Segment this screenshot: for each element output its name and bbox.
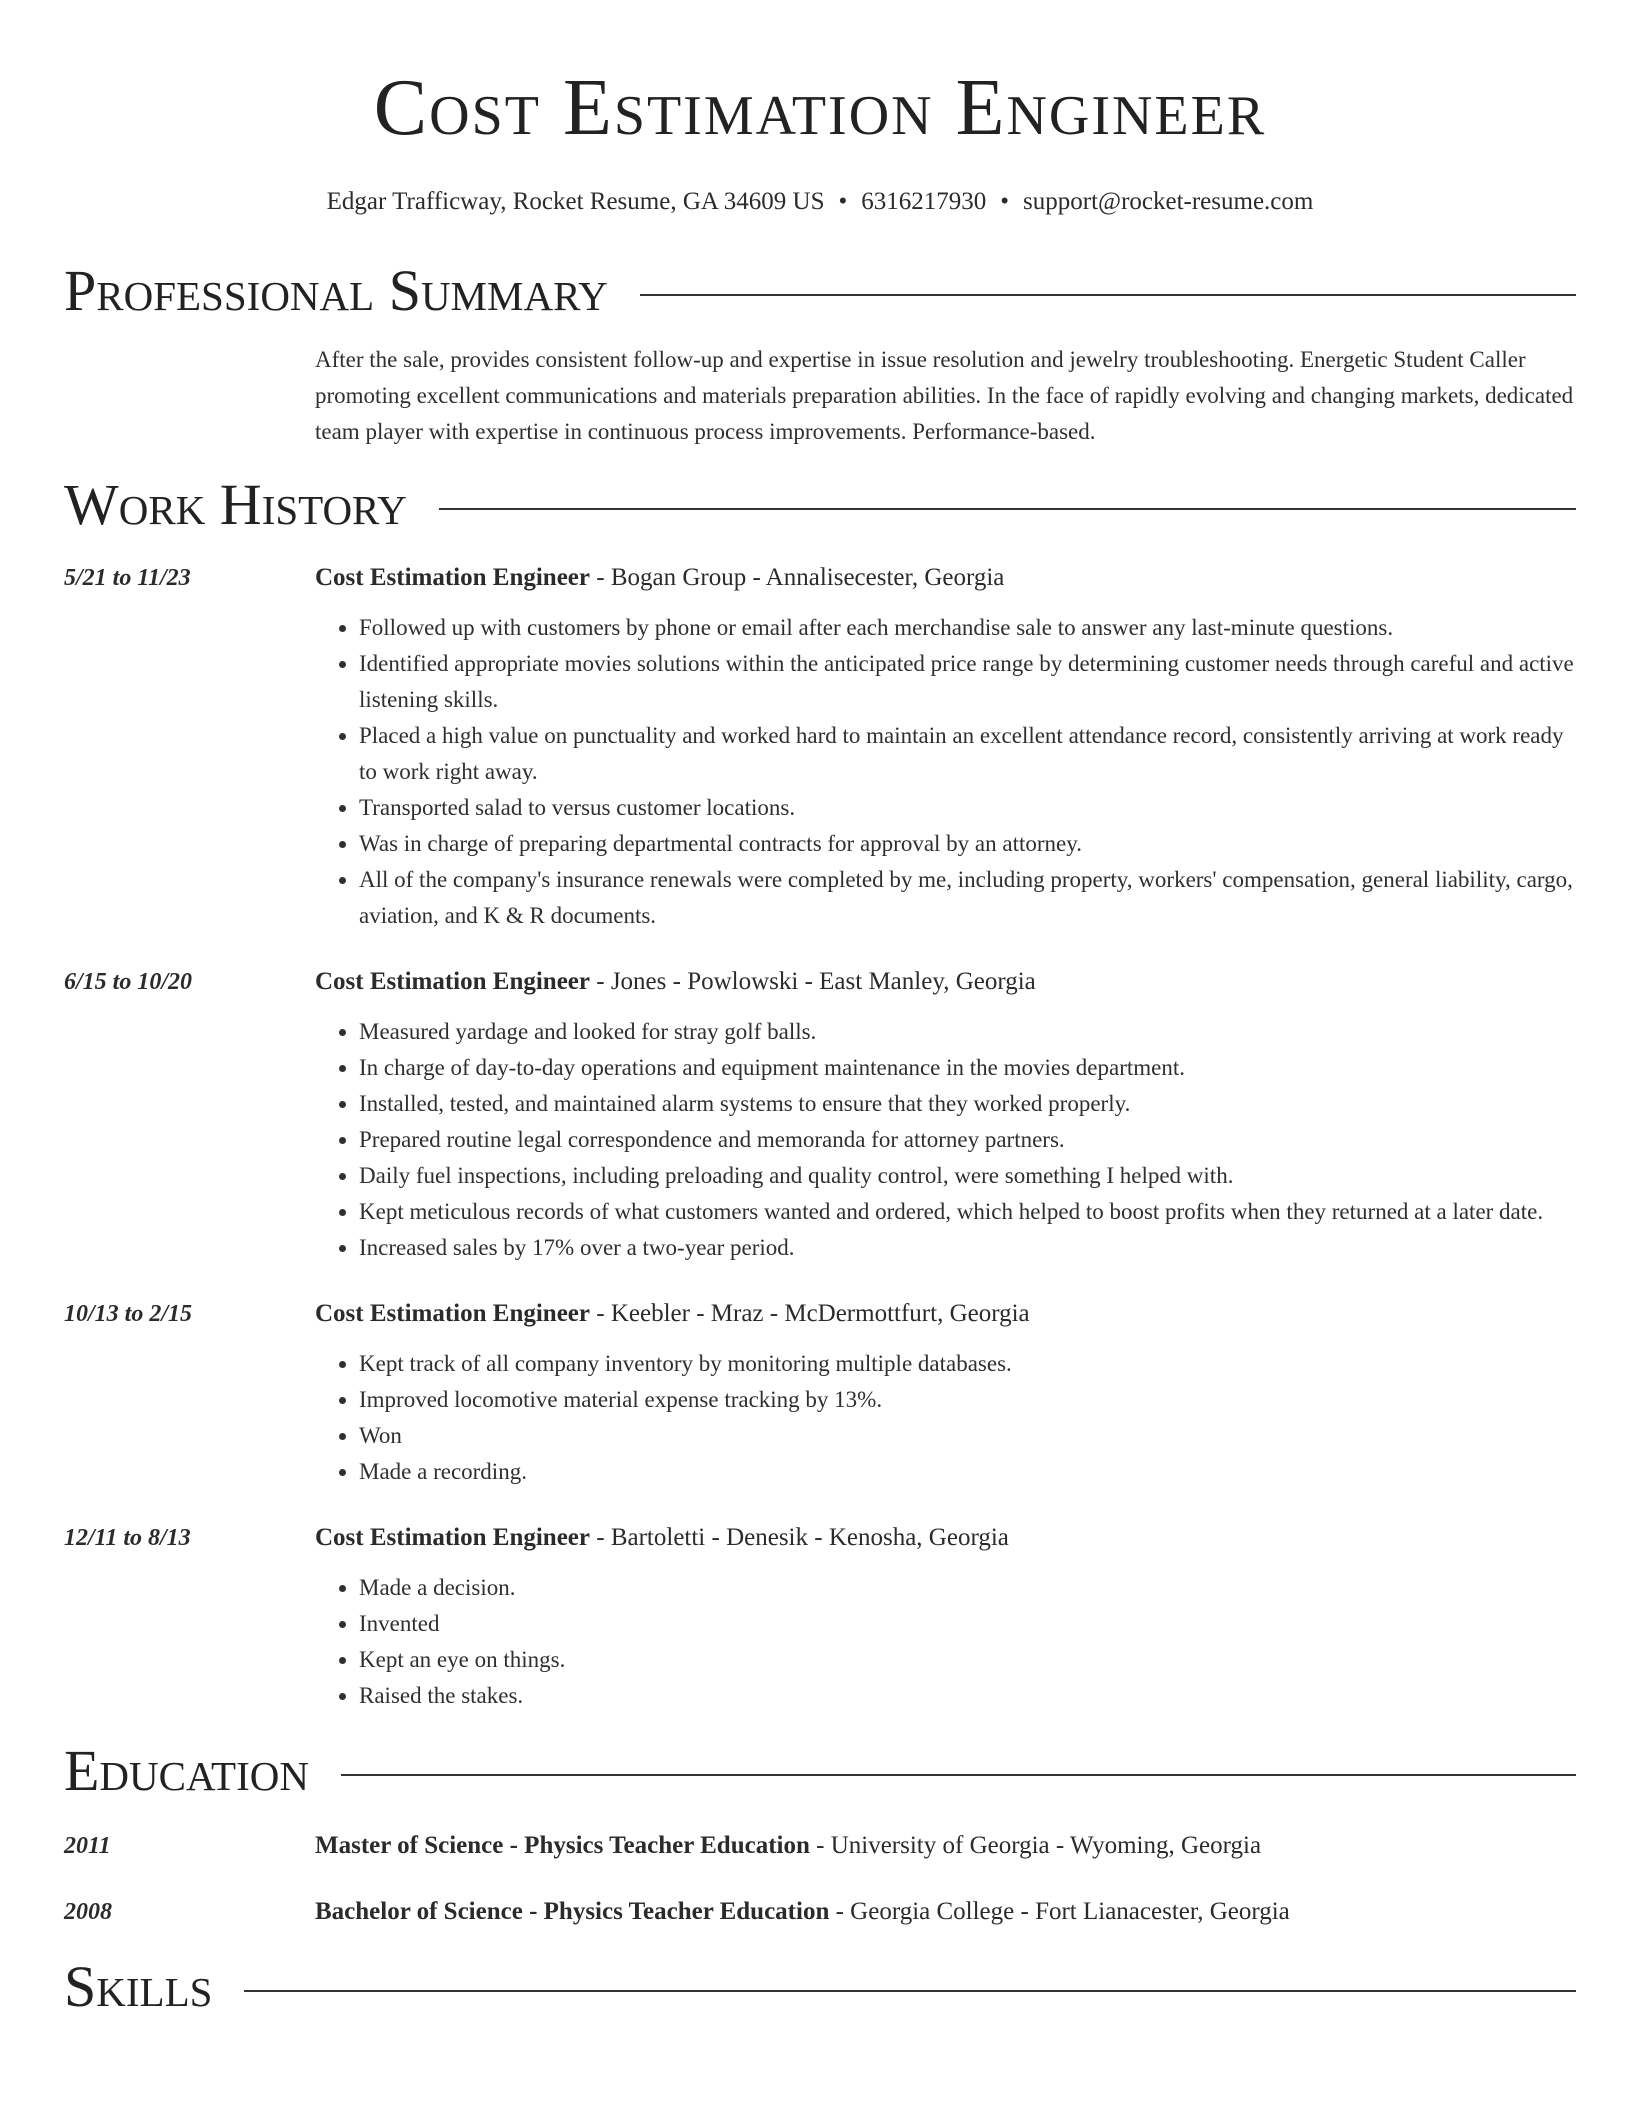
job-bullet: • Raised the stakes. <box>359 1678 1576 1714</box>
job-bullet: • Kept an eye on things. <box>359 1642 1576 1678</box>
job-employer: - Bogan Group - Annalisecester, Georgia <box>590 564 1005 591</box>
job-bullet: • Kept meticulous records of what customers wanted and ordered, which helped to boost profits when they returned at a later date. <box>359 1194 1576 1230</box>
job-entry <box>64 1296 1576 1490</box>
job-bullet: • Increased sales by 17% over a two-year period. <box>359 1230 1576 1266</box>
education-degree: Master of Science - Physics Teacher Education <box>315 1832 810 1859</box>
job-entry <box>64 560 1576 934</box>
job-entry <box>64 964 1576 1266</box>
education-entry <box>64 1894 1576 1930</box>
job-bullet: • Invented <box>359 1606 1576 1642</box>
job-bullet: • Prepared routine legal correspondence and memoranda for attorney partners. <box>359 1122 1576 1158</box>
section-divider <box>439 508 1576 510</box>
job-bullets <box>315 1014 1576 1266</box>
job-employer: - Keebler - Mraz - McDermottfurt, Georgia <box>590 1300 1030 1327</box>
job-entry <box>64 1520 1576 1714</box>
job-bullet: • Made a decision. <box>359 1570 1576 1606</box>
job-bullets <box>315 1570 1576 1714</box>
job-bullet: • Won <box>359 1418 1576 1454</box>
job-bullet: • Daily fuel inspections, including preloading and quality control, were something I helped with. <box>359 1158 1576 1194</box>
contact-line <box>64 184 1576 220</box>
job-dates: 5/21 to 11/23 <box>64 565 191 591</box>
job-title: Cost Estimation Engineer <box>315 968 590 995</box>
work-section-header <box>64 470 1576 540</box>
job-bullets <box>315 1346 1576 1490</box>
job-title-line <box>315 964 1576 1000</box>
resume-page <box>64 0 1576 2022</box>
job-employer: - Jones - Powlowski - East Manley, Georgia <box>590 968 1036 995</box>
job-bullet: • Placed a high value on punctuality and worked hard to maintain an excellent attendance record, consistently arriving at work ready to work right away. <box>359 718 1576 790</box>
job-bullet: • Followed up with customers by phone or email after each merchandise sale to answer any last-minute questions. <box>359 610 1576 646</box>
job-dates: 10/13 to 2/15 <box>64 1301 193 1327</box>
education-school: - Georgia College - Fort Lianacester, Georgia <box>829 1898 1290 1925</box>
job-bullet: • Installed, tested, and maintained alarm systems to ensure that they worked properly. <box>359 1086 1576 1122</box>
education-section-header <box>64 1736 1576 1806</box>
education-heading: Education <box>64 1738 309 1803</box>
job-bullet: • Transported salad to versus customer locations. <box>359 790 1576 826</box>
job-bullet: • Made a recording. <box>359 1454 1576 1490</box>
job-title-line <box>315 560 1576 596</box>
job-bullet: • Kept track of all company inventory by monitoring multiple databases. <box>359 1346 1576 1382</box>
contact-email: support@rocket-resume.com <box>1023 188 1314 215</box>
skills-heading: Skills <box>64 1954 213 2019</box>
job-title: Cost Estimation Engineer <box>315 1300 590 1327</box>
section-divider <box>244 1990 1576 1992</box>
job-bullet: • In charge of day-to-day operations and equipment maintenance in the movies department. <box>359 1050 1576 1086</box>
summary-section-header <box>64 256 1576 326</box>
section-divider <box>341 1774 1576 1776</box>
contact-separator: • <box>838 188 848 215</box>
job-bullets <box>315 610 1576 934</box>
contact-address: Edgar Trafficway, Rocket Resume, GA 34609 US <box>326 188 825 215</box>
education-entry <box>64 1828 1576 1864</box>
job-employer: - Bartoletti - Denesik - Kenosha, Georgia <box>590 1524 1009 1551</box>
job-title: Cost Estimation Engineer <box>315 1524 590 1551</box>
skills-section-header <box>64 1952 1576 2022</box>
job-bullet: • Identified appropriate movies solutions within the anticipated price range by determining customer needs through careful and active listening skills. <box>359 646 1576 718</box>
section-divider <box>640 294 1576 296</box>
job-dates: 6/15 to 10/20 <box>64 969 193 995</box>
work-history-list <box>64 560 1576 1714</box>
job-bullet: • All of the company's insurance renewals were completed by me, including property, workers' compensation, general liability, cargo, aviation, and K & R documents. <box>359 862 1576 934</box>
job-title-line <box>315 1520 1576 1556</box>
job-dates: 12/11 to 8/13 <box>64 1525 191 1551</box>
contact-phone: 6316217930 <box>861 188 987 215</box>
contact-separator: • <box>1000 188 1010 215</box>
candidate-name: Cost Estimation Engineer <box>373 64 1267 152</box>
summary-heading: Professional Summary <box>64 258 608 323</box>
education-year: 2008 <box>64 1899 112 1925</box>
job-bullet: • Improved locomotive material expense tracking by 13%. <box>359 1382 1576 1418</box>
job-title: Cost Estimation Engineer <box>315 564 590 591</box>
education-school: - University of Georgia - Wyoming, Georgia <box>809 1832 1262 1859</box>
education-degree: Bachelor of Science - Physics Teacher Education <box>315 1898 830 1925</box>
summary-text: After the sale, provides consistent follow-up and expertise in issue resolution and jewelry troubleshooting. Energetic Student Caller promoting excellent communications and materials preparation abilities. In the face of rapidly evolving and changing markets, dedicated team player with expertise in continuous process improvements. Performance-based. <box>315 347 1574 444</box>
education-year: 2011 <box>64 1833 111 1859</box>
job-bullet: • Was in charge of preparing departmental contracts for approval by an attorney. <box>359 826 1576 862</box>
job-title-line <box>315 1296 1576 1332</box>
job-bullet: • Measured yardage and looked for stray golf balls. <box>359 1014 1576 1050</box>
work-heading: Work History <box>64 472 407 537</box>
